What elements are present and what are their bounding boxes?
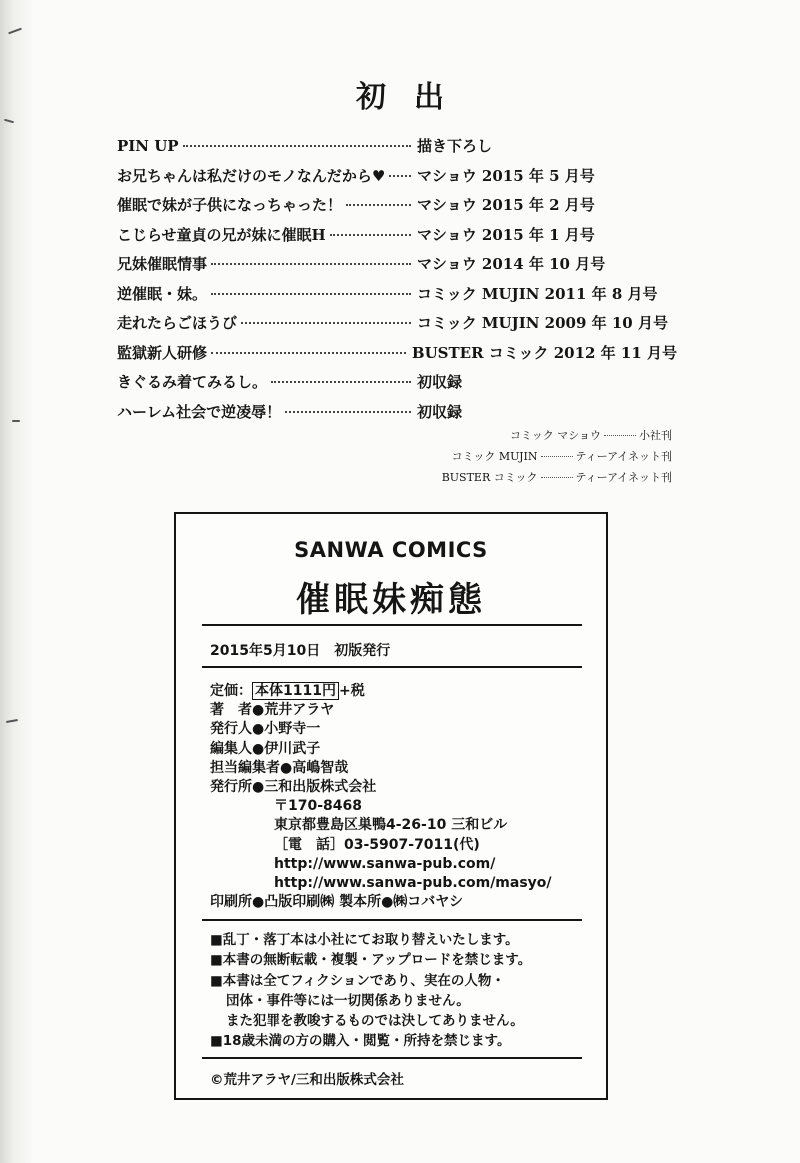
leader-dots bbox=[211, 352, 406, 354]
publisher-row bbox=[442, 467, 672, 488]
leader-dots bbox=[604, 435, 636, 436]
contents-row bbox=[117, 194, 677, 224]
price-value: 本体1111円 bbox=[252, 682, 339, 700]
address-line: 東京都豊島区巣鴨4-26-10 三和ビル bbox=[274, 817, 508, 834]
magazine-name: BUSTER コミック bbox=[441, 471, 538, 484]
story-title: 監獄新人研修 bbox=[117, 343, 208, 362]
leader-dots bbox=[211, 263, 411, 265]
notice-list bbox=[210, 930, 531, 1052]
story-source: BUSTER コミック 2012 年 11 月号 bbox=[411, 343, 677, 362]
contents-row bbox=[117, 224, 677, 254]
url-line: http://www.sanwa-pub.com/ bbox=[274, 855, 496, 872]
url-line: http://www.sanwa-pub.com/masyo/ bbox=[274, 874, 552, 891]
story-source: マショウ 2015 年 1 月号 bbox=[417, 225, 595, 244]
story-source: 初収録 bbox=[417, 402, 463, 421]
leader-dots bbox=[271, 381, 411, 383]
story-title: きぐるみ着てみるし。 bbox=[117, 373, 268, 391]
story-title: お兄ちゃんは私だけのモノなんだから♥ bbox=[117, 166, 386, 185]
magazine-name: コミック MUJIN bbox=[451, 450, 538, 463]
date-divider bbox=[202, 666, 582, 668]
title-divider bbox=[202, 624, 582, 626]
story-title: PIN UP bbox=[117, 137, 179, 155]
contents-row bbox=[117, 283, 677, 313]
info-divider bbox=[202, 919, 582, 921]
leader-dots bbox=[541, 477, 573, 478]
story-source: 初収録 bbox=[417, 373, 463, 391]
publication-date: 2015年5月10日 初版発行 bbox=[210, 643, 391, 659]
magazine-publisher: ティーアイネット刊 bbox=[575, 450, 672, 463]
leader-dots bbox=[211, 293, 411, 295]
story-title: 走れたらごほうび bbox=[117, 314, 238, 332]
edge-scratch bbox=[12, 420, 20, 422]
leader-dots bbox=[183, 145, 411, 147]
contents-row bbox=[117, 253, 677, 283]
page-edge-shadow bbox=[0, 0, 34, 1163]
notice-line: ■本書は全てフィクションであり、実在の人物・ bbox=[210, 972, 505, 989]
postal-code: 〒170-8468 bbox=[274, 798, 362, 815]
story-source: コミック MUJIN 2011 年 8 月号 bbox=[417, 284, 658, 303]
notice-line: ■乱丁・落丁本は小社にてお取り替えいたします。 bbox=[210, 932, 519, 948]
magazine-publisher: ティーアイネット刊 bbox=[575, 471, 672, 484]
story-source: マショウ 2015 年 2 月号 bbox=[417, 196, 595, 214]
leader-dots bbox=[241, 322, 411, 324]
contents-row bbox=[117, 135, 677, 165]
notes-divider bbox=[202, 1057, 582, 1059]
price-label: 定価： bbox=[210, 683, 252, 699]
story-title: ハーレム社会で逆凌辱！ bbox=[117, 402, 282, 421]
publisher-list bbox=[442, 425, 672, 488]
story-title: 逆催眠・妹。 bbox=[117, 284, 208, 303]
colophon-box bbox=[174, 512, 608, 1100]
notice-line: 団体・事件等には一切関係ありません。 bbox=[226, 992, 470, 1009]
book-title: 催眠妹痴態 bbox=[296, 580, 486, 620]
contents-row bbox=[117, 342, 677, 372]
issuer-line: 発行人●小野寺一 bbox=[210, 721, 321, 738]
editor-line: 担当編集者●高嶋智哉 bbox=[210, 759, 349, 776]
leader-dots bbox=[541, 456, 573, 457]
publisher-row bbox=[442, 425, 672, 446]
leader-dots bbox=[346, 204, 411, 206]
leader-dots bbox=[389, 175, 411, 177]
printer-line: 印刷所●凸版印刷㈱ 製本所●㈱コバヤシ bbox=[210, 894, 464, 911]
magazine-name: コミック マショウ bbox=[509, 429, 601, 442]
contents-row bbox=[117, 371, 677, 401]
first-appearance-heading: 初出 bbox=[356, 80, 472, 115]
story-title: 催眠で妹が子供になっちゃった！ bbox=[117, 196, 343, 214]
editor-in-chief-line: 編集人●伊川武子 bbox=[210, 740, 321, 757]
story-source: マショウ 2014 年 10 月号 bbox=[417, 255, 606, 273]
contents-row bbox=[117, 165, 677, 195]
magazine-publisher: 小社刊 bbox=[639, 429, 672, 442]
notice-line: ■本書の無断転載・複製・アップロードを禁じます。 bbox=[210, 952, 532, 969]
phone-line: ［電 話］03-5907-7011(代) bbox=[274, 836, 480, 853]
story-source: コミック MUJIN 2009 年 10 月号 bbox=[417, 314, 668, 332]
series-name: SANWA COMICS bbox=[294, 538, 488, 562]
publisher-row bbox=[442, 446, 672, 467]
price-row bbox=[210, 682, 552, 701]
story-title: 兄妹催眠情事 bbox=[117, 255, 208, 273]
story-title: こじらせ童貞の兄が妹に催眠H bbox=[117, 225, 326, 244]
notice-line: また犯罪を教唆するものでは決してありません。 bbox=[226, 1013, 524, 1030]
contents-row bbox=[117, 312, 677, 342]
leader-dots bbox=[285, 411, 411, 413]
copyright-line: ©荒井アラヤ/三和出版株式会社 bbox=[210, 1072, 404, 1088]
story-source: 描き下ろし bbox=[417, 137, 493, 155]
story-source: マショウ 2015 年 5 月号 bbox=[417, 166, 595, 185]
notice-line: ■18歳未満の方の購入・閲覧・所持を禁じます。 bbox=[210, 1033, 511, 1050]
publisher-line: 発行所●三和出版株式会社 bbox=[210, 778, 377, 795]
price-tax: +税 bbox=[338, 683, 365, 699]
author-line: 著 者●荒井アラヤ bbox=[210, 702, 335, 719]
leader-dots bbox=[330, 234, 411, 236]
publication-info bbox=[210, 682, 552, 912]
contents-list bbox=[117, 135, 677, 430]
